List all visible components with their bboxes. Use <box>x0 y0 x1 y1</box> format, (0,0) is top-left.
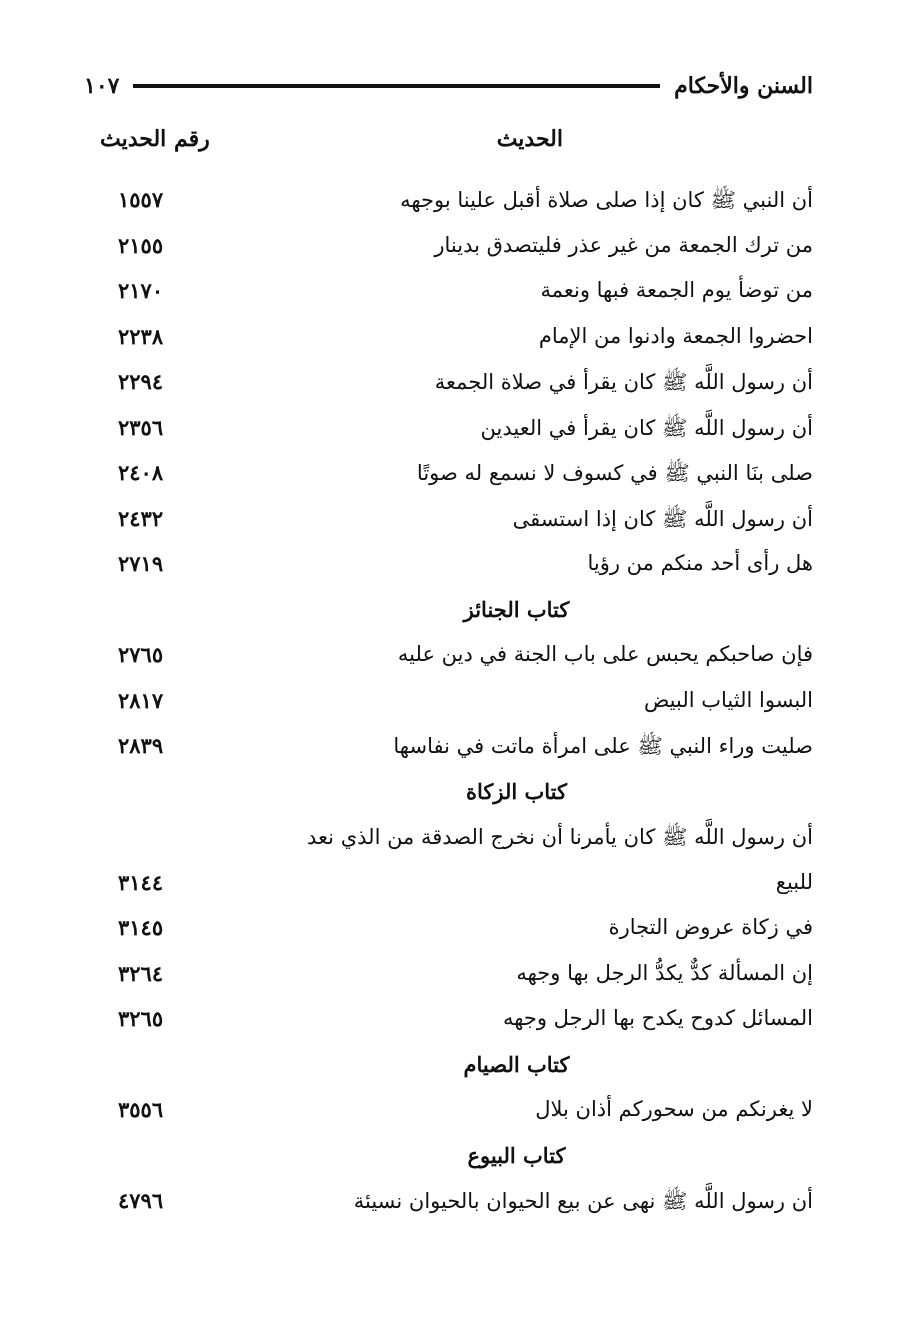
section-heading <box>100 1048 813 1094</box>
hadith-number: ٢٢٩٤ <box>118 369 164 394</box>
hadith-row <box>100 1002 813 1048</box>
hadith-number: ٣٢٦٥ <box>118 1006 164 1031</box>
hadith-row <box>100 229 813 275</box>
hadith-number: ٢١٥٥ <box>118 232 164 258</box>
hadith-row <box>100 456 813 502</box>
section-heading <box>100 593 813 639</box>
hadith-column-header: الحديث <box>496 126 563 152</box>
hadith-text: البسوا الثياب البيض <box>643 687 813 712</box>
running-title: السنن والأحكام <box>674 73 813 99</box>
hadith-text: أن رسول اللَّه ﷺ كان يقرأ في صلاة الجمعة <box>434 370 813 394</box>
hadith-row <box>100 684 813 730</box>
hadith-number-column-header: رقم الحديث <box>100 126 210 152</box>
hadith-number: ٣٥٥٦ <box>118 1097 164 1122</box>
hadith-row <box>100 911 813 957</box>
hadith-text: صليت وراء النبي ﷺ على امرأة ماتت في نفاسها <box>393 734 813 758</box>
hadith-number: ٢٨٣٩ <box>118 733 164 758</box>
hadith-number: ٣٢٦٤ <box>118 960 164 986</box>
hadith-number: ٢٤٠٨ <box>118 460 164 485</box>
hadith-number: ٤٧٩٦ <box>118 1188 164 1213</box>
hadith-number: ٣١٤٤ <box>118 869 164 895</box>
page-number: ١٠٧ <box>84 73 120 99</box>
section-title: كتاب البيوع <box>467 1142 566 1168</box>
section-title: كتاب الصيام <box>463 1051 570 1077</box>
hadith-text: أن رسول اللَّه ﷺ نهى عن بيع الحيوان بالحيوان نسيئة <box>353 1189 813 1213</box>
hadith-number: ٣١٤٥ <box>118 915 164 940</box>
hadith-row <box>100 820 813 866</box>
hadith-row <box>100 411 813 457</box>
section-title: كتاب الجنائز <box>463 596 570 622</box>
hadith-text: احضروا الجمعة وادنوا من الإمام <box>538 323 813 348</box>
hadith-row <box>100 866 813 912</box>
hadith-text: لا يغرنكم من سحوركم أذان بلال <box>535 1097 813 1121</box>
hadith-number: ٢٧٦٥ <box>118 642 164 667</box>
hadith-number: ٢٤٣٢ <box>118 505 164 531</box>
column-headers <box>100 126 813 166</box>
hadith-text: للبيع <box>775 869 813 894</box>
hadith-text: أن رسول اللَّه ﷺ كان يأمرنا أن نخرج الصدقة من الذي نعد <box>307 825 813 849</box>
hadith-text: صلى بنَا النبي ﷺ في كسوف لا نسمع له صوتًا <box>416 461 813 485</box>
hadith-row <box>100 638 813 684</box>
hadith-text: من توضأ يوم الجمعة فبها ونعمة <box>540 278 813 302</box>
hadith-row <box>100 320 813 366</box>
hadith-number: ١٥٥٧ <box>118 187 164 212</box>
section-title: كتاب الزكاة <box>465 778 568 804</box>
header-rule <box>133 84 660 88</box>
hadith-text: هل رأى أحد منكم من رؤيا <box>587 551 813 575</box>
hadith-row <box>100 1184 813 1230</box>
hadith-text: أن رسول اللَّه ﷺ كان يقرأ في العيدين <box>480 415 813 440</box>
hadith-row <box>100 957 813 1003</box>
hadith-number: ٢٧١٩ <box>118 551 164 576</box>
hadith-number: ٢١٧٠ <box>118 278 164 303</box>
hadith-row <box>100 547 813 593</box>
running-header <box>84 66 813 106</box>
hadith-text: المسائل كدوح يكدح بها الرجل وجهه <box>502 1006 813 1030</box>
hadith-number: ٢٨١٧ <box>118 687 164 713</box>
hadith-text: أن النبي ﷺ كان إذا صلى صلاة أقبل علينا بوجهه <box>400 188 813 212</box>
hadith-text: في زكاة عروض التجارة <box>608 915 813 939</box>
hadith-text: إن المسألة كدٌّ يكدُّ الرجل بها وجهه <box>516 960 813 985</box>
hadith-row <box>100 274 813 320</box>
hadith-number: ٢٣٥٦ <box>118 414 164 440</box>
section-heading <box>100 775 813 821</box>
section-heading <box>100 1139 813 1185</box>
hadith-row <box>100 365 813 411</box>
hadith-number: ٢٢٣٨ <box>118 323 164 349</box>
hadith-text: أن رسول اللَّه ﷺ كان إذا استسقى <box>512 506 813 531</box>
hadith-row <box>100 502 813 548</box>
hadith-text: فإن صاحبكم يحبس على باب الجنة في دين عليه <box>397 642 813 666</box>
hadith-row <box>100 1093 813 1139</box>
hadith-row <box>100 183 813 229</box>
hadith-index-list <box>100 183 813 1230</box>
hadith-row <box>100 729 813 775</box>
hadith-text: من ترك الجمعة من غير عذر فليتصدق بدينار <box>434 232 813 257</box>
